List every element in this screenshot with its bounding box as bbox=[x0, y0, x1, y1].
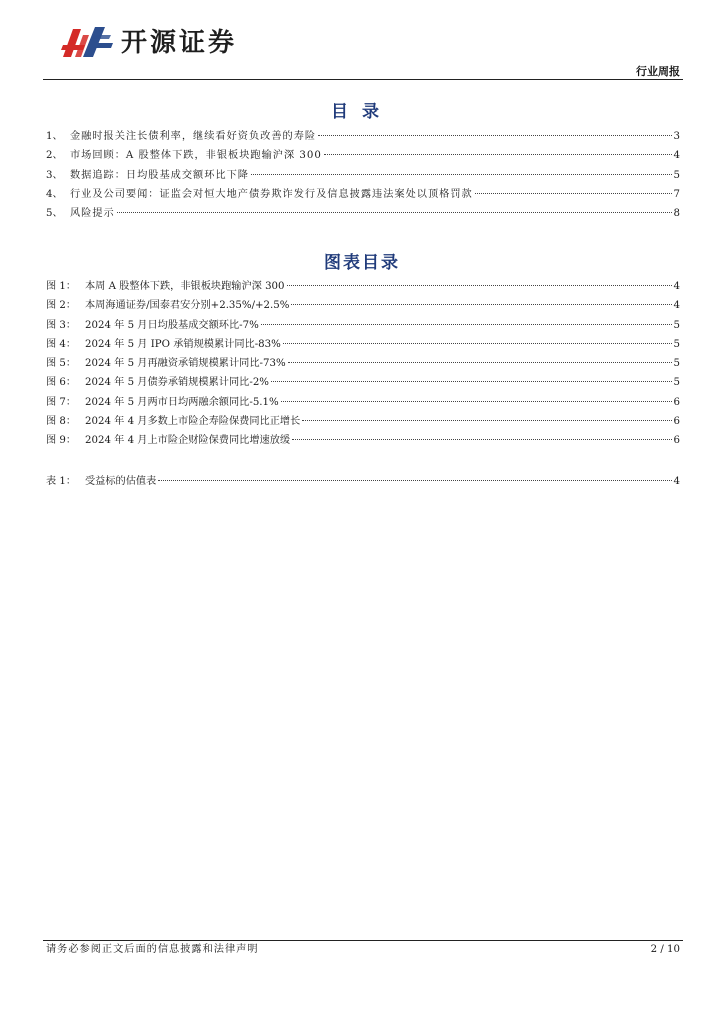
toc-entry[interactable] bbox=[46, 146, 680, 165]
toc-leader-dots bbox=[158, 479, 671, 481]
table-entry-label: 受益标的估值表 bbox=[85, 476, 157, 487]
toc-leader-dots bbox=[292, 438, 671, 440]
toc-entry-label: 风险提示 bbox=[70, 208, 115, 220]
figures-toc-title: 图表目录 bbox=[324, 253, 400, 273]
figure-entry-number: 图 9： bbox=[46, 435, 77, 447]
figure-entry-page: 6 bbox=[673, 396, 680, 408]
figure-entry-label: 2024 年 5 月再融资承销规模累计同比-73% bbox=[85, 358, 286, 370]
toc-entry-page: 3 bbox=[673, 131, 680, 142]
figure-entry[interactable] bbox=[46, 277, 680, 296]
figure-entry-label: 本周 A 股整体下跌，非银板块跑输沪深 300 bbox=[85, 281, 285, 292]
toc-leader-dots bbox=[475, 192, 672, 194]
header-divider bbox=[43, 79, 683, 80]
figure-entry-number: 图 8： bbox=[46, 416, 77, 428]
toc-entry[interactable] bbox=[46, 166, 680, 185]
figure-entry-label: 2024 年 5 月 IPO 承销规模累计同比-83% bbox=[85, 338, 281, 350]
toc-title: 目录 bbox=[331, 102, 393, 122]
toc-entry-number: 3、 bbox=[46, 169, 63, 181]
figure-entry-number: 图 5： bbox=[46, 358, 77, 370]
figure-entry[interactable] bbox=[46, 354, 680, 373]
table-entry-number: 表 1： bbox=[46, 476, 77, 487]
company-name: 开源证券 bbox=[121, 28, 238, 58]
figure-entry-page: 6 bbox=[673, 435, 680, 447]
toc-leader-dots bbox=[251, 173, 672, 175]
toc-leader-dots bbox=[288, 361, 672, 363]
tables-toc-list bbox=[46, 472, 680, 491]
figure-entry-label: 2024 年 4 月上市险企财险保费同比增速放缓 bbox=[85, 435, 291, 447]
figure-entry-page: 4 bbox=[673, 300, 680, 312]
table-entry-page: 4 bbox=[673, 476, 680, 487]
figure-entry-label: 2024 年 5 月债券承销规模累计同比-2% bbox=[85, 377, 269, 389]
toc-leader-dots bbox=[291, 303, 671, 305]
figure-entry[interactable] bbox=[46, 296, 680, 315]
toc-entry-page: 4 bbox=[673, 150, 680, 162]
toc-entry-number: 2、 bbox=[46, 150, 63, 162]
figure-entry-number: 图 2： bbox=[46, 300, 77, 312]
figure-entry-label: 2024 年 5 月两市日均两融余额同比-5.1% bbox=[85, 396, 279, 408]
figure-entry-page: 4 bbox=[673, 281, 680, 292]
figure-entry[interactable] bbox=[46, 373, 680, 392]
figure-entry-label: 本周海通证券/国泰君安分别+2.35%/+2.5% bbox=[85, 300, 290, 312]
kaiyuan-logo-icon bbox=[59, 23, 117, 63]
toc-entry-number: 1、 bbox=[46, 131, 63, 142]
toc-leader-dots bbox=[117, 211, 672, 213]
toc-entry-label: 金融时报关注长债利率，继续看好资负改善的寿险 bbox=[70, 131, 317, 142]
toc-entry-number: 4、 bbox=[46, 188, 63, 200]
toc-entry-page: 7 bbox=[673, 188, 680, 200]
figure-entry[interactable] bbox=[46, 316, 680, 335]
toc-entry-page: 8 bbox=[673, 208, 680, 220]
figure-entry-page: 6 bbox=[673, 416, 680, 428]
figure-entry[interactable] bbox=[46, 393, 680, 412]
figure-entry-number: 图 4： bbox=[46, 338, 77, 350]
figure-entry-page: 5 bbox=[673, 319, 680, 331]
toc-entry-label: 市场回顾：A 股整体下跌，非银板块跑输沪深 300 bbox=[70, 150, 322, 162]
figure-entry-page: 5 bbox=[673, 358, 680, 370]
report-type: 行业周报 bbox=[636, 65, 680, 78]
figure-entry-page: 5 bbox=[673, 338, 680, 350]
toc-entry[interactable] bbox=[46, 127, 680, 146]
figure-entry-number: 图 3： bbox=[46, 319, 77, 331]
figure-entry-number: 图 1： bbox=[46, 281, 77, 292]
page-number: 2 / 10 bbox=[650, 944, 680, 955]
figures-toc-list bbox=[46, 277, 680, 451]
toc-entry-label: 数据追踪：日均股基成交额环比下降 bbox=[70, 169, 249, 181]
page-header bbox=[43, 18, 683, 80]
company-logo bbox=[59, 23, 237, 63]
figure-entry-number: 图 7： bbox=[46, 396, 77, 408]
toc-leader-dots bbox=[324, 153, 672, 155]
toc-entry-page: 5 bbox=[673, 169, 680, 181]
figure-entry-label: 2024 年 4 月多数上市险企寿险保费同比正增长 bbox=[85, 416, 301, 428]
toc-entry[interactable] bbox=[46, 185, 680, 204]
toc-leader-dots bbox=[302, 419, 671, 421]
toc-leader-dots bbox=[261, 323, 672, 325]
figure-entry[interactable] bbox=[46, 431, 680, 450]
toc-leader-dots bbox=[287, 284, 672, 286]
figure-entry[interactable] bbox=[46, 335, 680, 354]
figure-entry-label: 2024 年 5 月日均股基成交额环比-7% bbox=[85, 319, 259, 331]
toc-entry-number: 5、 bbox=[46, 208, 63, 220]
footer-divider bbox=[43, 940, 683, 941]
figure-entry-page: 5 bbox=[673, 377, 680, 389]
table-entry[interactable] bbox=[46, 472, 680, 491]
toc-leader-dots bbox=[271, 380, 672, 382]
disclaimer-note: 请务必参阅正文后面的信息披露和法律声明 bbox=[46, 944, 259, 955]
toc-entry-label: 行业及公司要闻：证监会对恒大地产债券欺诈发行及信息披露违法案处以顶格罚款 bbox=[70, 188, 473, 200]
toc-list bbox=[46, 127, 680, 223]
toc-leader-dots bbox=[281, 400, 672, 402]
toc-leader-dots bbox=[318, 134, 671, 136]
figure-entry-number: 图 6： bbox=[46, 377, 77, 389]
toc-entry[interactable] bbox=[46, 204, 680, 223]
toc-leader-dots bbox=[283, 342, 672, 344]
figure-entry[interactable] bbox=[46, 412, 680, 431]
